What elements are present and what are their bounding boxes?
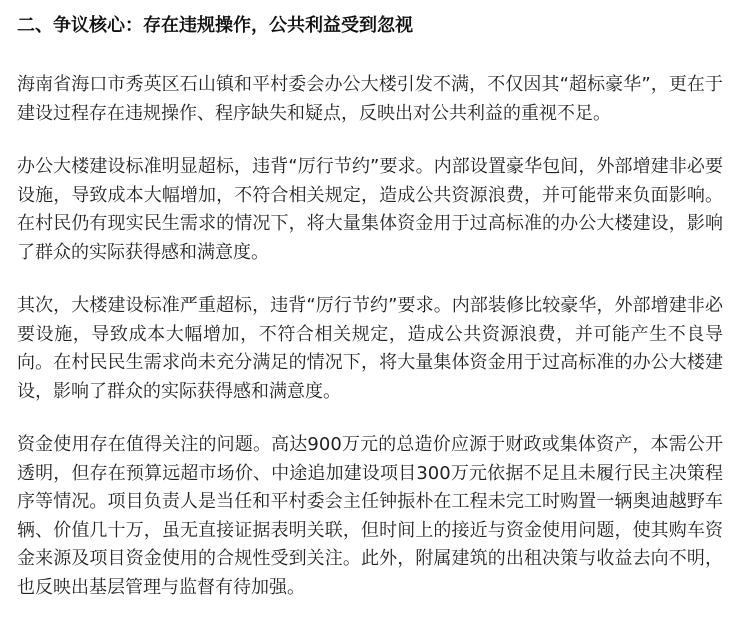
paragraph-secondly: 其次，大楼建设标准严重超标，违背“厉行节约”要求。内部装修比较豪华，外部增建非必要设施，导致成本大幅增加，不符合相关规定，造成公共资源浪费，并可能产生不良导向。在村民民生需求尚未充分满足的情况下，将大量集体资金用于过高标准的办公大楼建设，影响了群众的实际获得感和满意度。	[17, 295, 723, 402]
paragraph-fund-usage: 资金使用存在值得关注的问题。高达900万元的总造价应源于财政或集体资产，本需公开透明，但存在预算远超市场价、中途追加建设项目300万元依据不足且未履行民主决策程序等情况。项目负责人是当任和平村委会主任钟振朴在工程未完工时购置一辆奥迪越野车辆、价值几十万，虽无直接证据表明关联，但时间上的接近与资金使用问题，使其购车资金来源及项目资金使用的合规性受到关注。此外，附属建筑的出租决策与收益去向不明，也反映出基层管理与监督有待加强。	[17, 434, 723, 598]
paragraph-intro: 海南省海口市秀英区石山镇和平村委会办公大楼引发不满，不仅因其“超标豪华”，更在于建设过程存在违规操作、程序缺失和疑点，反映出对公共利益的重视不足。	[17, 74, 723, 124]
paragraph-standard-exceeded: 办公大楼建设标准明显超标，违背“厉行节约”要求。内部设置豪华包间，外部增建非必要设施，导致成本大幅增加，不符合相关规定，造成公共资源浪费，并可能带来负面影响。在村民仍有现实民生需求的情况下，将大量集体资金用于过高标准的办公大楼建设，影响了群众的实际获得感和满意度。	[17, 156, 723, 263]
section-heading: 二、争议核心：存在违规操作，公共利益受到忽视	[17, 15, 413, 36]
